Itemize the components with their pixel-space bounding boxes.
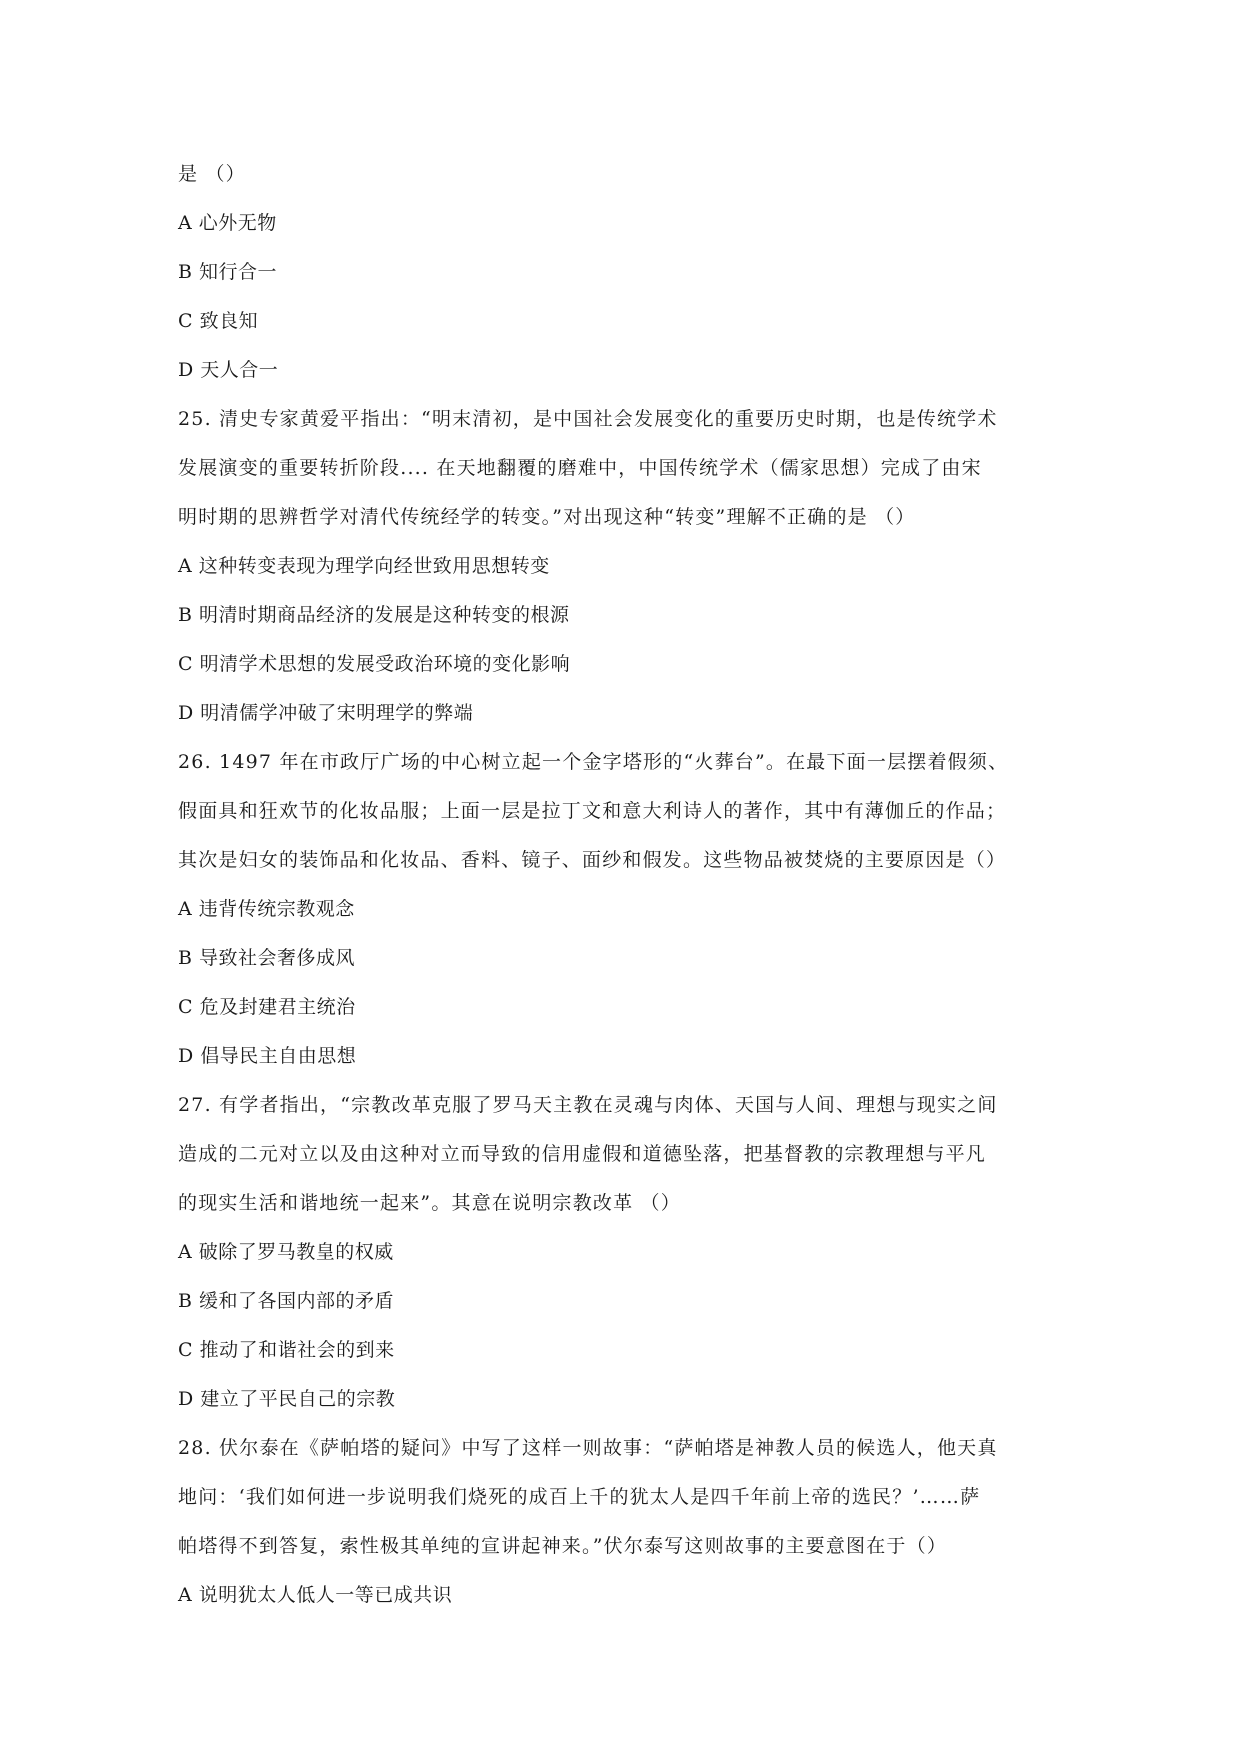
question-text-line: 28. 伏尔泰在《萨帕塔的疑问》中写了这样一则故事：“萨帕塔是神教人员的候选人，他天真 — [178, 1437, 998, 1459]
question-text-line: 地问：‘我们如何进一步说明我们烧死的成百上千的犹太人是四千年前上帝的选民？’……萨 — [178, 1486, 981, 1508]
answer-option: B 导致社会奢侈成风 — [178, 947, 356, 969]
answer-option: A 违背传统宗教观念 — [178, 898, 355, 920]
question-text-line: 27. 有学者指出，“宗教改革克服了罗马天主教在灵魂与肉体、天国与人间、理想与现实之间 — [178, 1094, 998, 1116]
answer-option: A 说明犹太人低人一等已成共识 — [178, 1584, 453, 1606]
question-text-line: 明时期的思辨哲学对清代传统经学的转变。”对出现这种“转变”理解不正确的是 （） — [178, 506, 916, 528]
question-text-line: 25. 清史专家黄爱平指出：“明末清初，是中国社会发展变化的重要历史时期，也是传统学术 — [178, 408, 998, 430]
answer-option: C 推动了和谐社会的到来 — [178, 1339, 395, 1361]
question-text-line: 帕塔得不到答复，索性极其单纯的宣讲起神来。”伏尔泰写这则故事的主要意图在于（） — [178, 1535, 948, 1557]
answer-option: D 建立了平民自己的宗教 — [178, 1388, 396, 1410]
answer-option: D 明清儒学冲破了宋明理学的弊端 — [178, 702, 474, 724]
answer-option: B 知行合一 — [178, 261, 278, 283]
answer-option: D 天人合一 — [178, 359, 279, 381]
question-text-line: 发展演变的重要转折阶段.... 在天地翻覆的磨难中，中国传统学术（儒家思想）完成了由宋 — [178, 457, 982, 479]
question-text-line: 造成的二元对立以及由这种对立而导致的信用虚假和道德坠落，把基督教的宗教理想与平凡 — [178, 1143, 987, 1165]
question-text-line: 的现实生活和谐地统一起来”。其意在说明宗教改革 （） — [178, 1192, 681, 1214]
answer-option: D 倡导民主自由思想 — [178, 1045, 357, 1067]
question-text-line: 26. 1497 年在市政厅广场的中心树立起一个金字塔形的“火葬台”。在最下面一层摆着假须、 — [178, 751, 1009, 773]
answer-option: A 破除了罗马教皇的权威 — [178, 1241, 394, 1263]
answer-option: C 危及封建君主统治 — [178, 996, 356, 1018]
question-text-line: 是 （） — [178, 163, 246, 185]
question-text-line: 其次是妇女的装饰品和化妆品、香料、镜子、面纱和假发。这些物品被焚烧的主要原因是（） — [178, 849, 1007, 871]
document-page — [178, 150, 1078, 1620]
answer-option: C 明清学术思想的发展受政治环境的变化影响 — [178, 653, 571, 675]
answer-option: A 这种转变表现为理学向经世致用思想转变 — [178, 555, 550, 577]
answer-option: B 缓和了各国内部的矛盾 — [178, 1290, 395, 1312]
question-text-line: 假面具和狂欢节的化妆品服；上面一层是拉丁文和意大利诗人的著作，其中有薄伽丘的作品； — [178, 800, 1007, 822]
answer-option: C 致良知 — [178, 310, 259, 332]
text-body — [178, 150, 1078, 1620]
answer-option: B 明清时期商品经济的发展是这种转变的根源 — [178, 604, 570, 626]
answer-option: A 心外无物 — [178, 212, 277, 234]
